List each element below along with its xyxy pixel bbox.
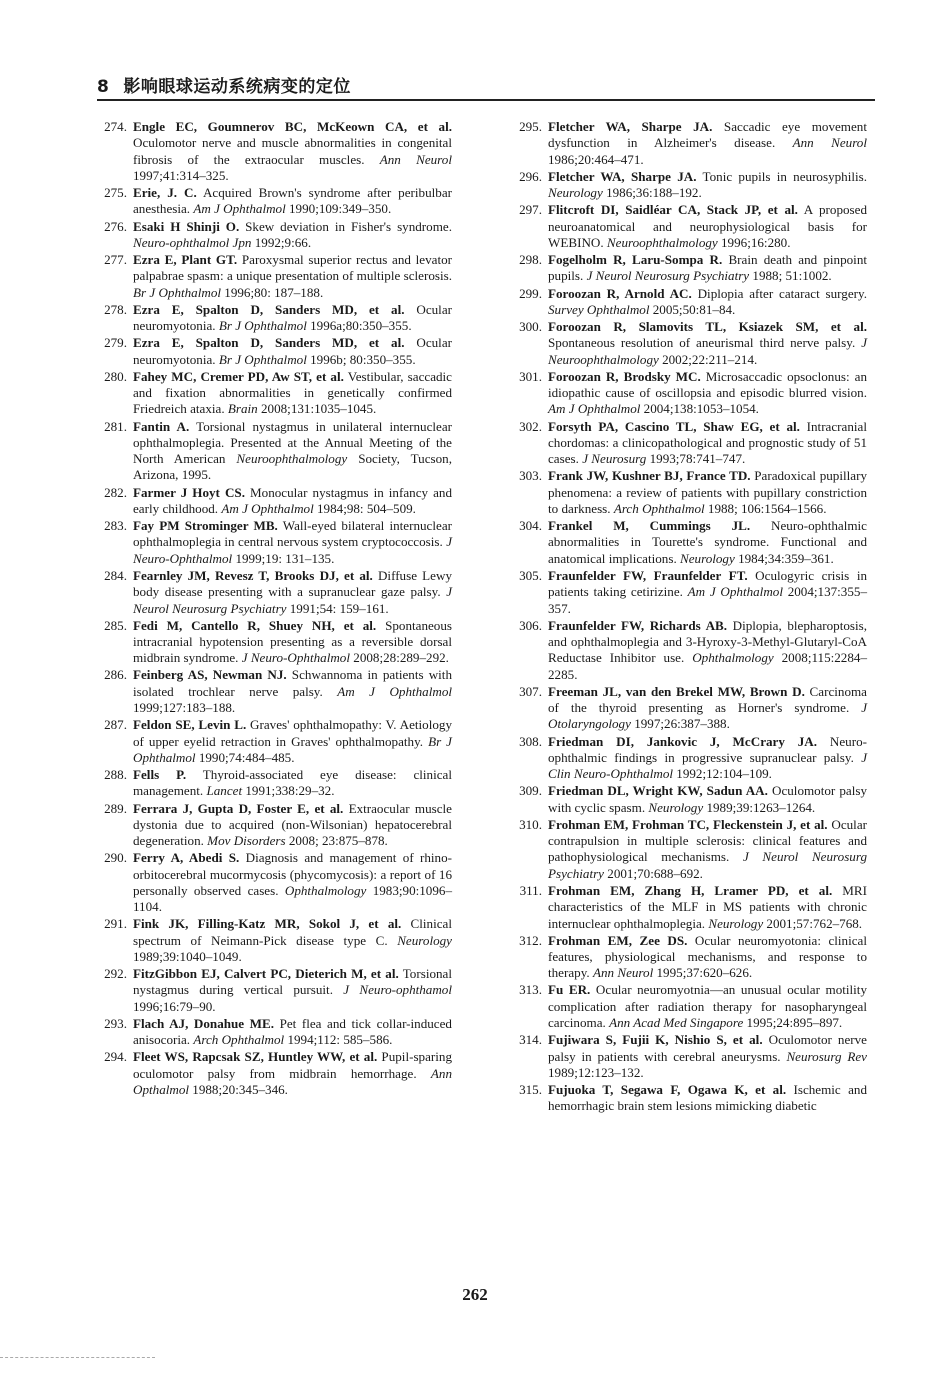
reference-journal: Am J Ophthalmol [687, 584, 783, 600]
reference-entry [512, 319, 867, 368]
reference-citation: 1984;98: 504–509. [313, 500, 416, 516]
reference-number: 311. [519, 882, 542, 898]
reference-journal: Neuroophthalmology [606, 234, 718, 250]
reference-entry [97, 302, 452, 335]
reference-title: Intracranial chordomas: a clinicopathological and prognostic study of 51 cases. [548, 418, 867, 467]
reference-journal: Neurology [680, 550, 735, 566]
reference-title: Spontaneous intracranial hypotension presenting as a reversible dorsal midbrain syndrome. [133, 617, 452, 666]
reference-title: Wall-eyed bilateral internuclear ophthalmoplegia in central nervous system cryptococcosis. [133, 518, 452, 550]
reference-authors: Fearnley JM, Revesz T, Brooks DJ, et al. [133, 567, 373, 583]
reference-authors: Foroozan R, Slamovits TL, Ksiazek SM, et al. [548, 319, 867, 335]
reference-number: 286. [104, 667, 127, 683]
reference-entry [512, 252, 867, 285]
reference-authors: Fedi M, Cantello R, Shuey NH, et al. [133, 617, 377, 633]
reference-title: Ocular neuromyotnia—an unusual ocular motility complication after radiation therapy for nasopharyngeal carcinoma. [548, 982, 867, 1031]
reference-authors: Flach AJ, Donahue ME. [133, 1015, 275, 1031]
reference-citation: 1989;39:1040–1049. [133, 948, 242, 964]
reference-journal: Neuroophthalmology [236, 451, 348, 467]
reference-authors: Ezra E, Spalton D, Sanders MD, et al. [133, 335, 405, 351]
reference-title: Diffuse Lewy body disease presenting with a supranuclear gaze palsy. [133, 567, 452, 600]
reference-title: Ocular neuromyotonia. [133, 301, 452, 334]
reference-title: Diagnosis and management of rhino-orbitocerebral mucormycosis (phycomycosis): a report of 16 personally observed cases. [133, 850, 453, 898]
reference-entry [97, 369, 452, 418]
reference-journal: J Neurol Neurosurg Psychiatry [548, 849, 867, 881]
reference-authors: FitzGibbon EJ, Calvert PC, Dieterich M, et al. [133, 966, 399, 982]
reference-entry [97, 568, 452, 617]
reference-citation: 1992;9:66. [251, 234, 312, 250]
reference-title: Acquired Brown's syndrome after peribulbar anesthesia. [133, 185, 452, 217]
reference-authors: Engle EC, Goumnerov BC, McKeown CA, et al. [133, 119, 452, 134]
reference-authors: Fleet WS, Rapcsak SZ, Huntley WW, et al. [133, 1049, 378, 1065]
reference-number: 280. [104, 368, 127, 384]
reference-citation: 1993;78:741–747. [646, 451, 746, 467]
reference-title: Paroxysmal superior rectus and levator palpabrae spasm: a unique presentation of multiple sclerosis. [133, 252, 452, 284]
reference-column-right [512, 119, 867, 1116]
reference-authors: Ezra E, Plant GT. [133, 252, 238, 268]
reference-entry [512, 169, 867, 202]
reference-entry [97, 1016, 452, 1049]
reference-authors: Frohman EM, Zhang H, Lramer PD, et al. [548, 882, 833, 898]
reference-journal: Ann Neurol [379, 151, 452, 167]
reference-authors: Fahey MC, Cremer PD, Aw ST, et al. [133, 368, 344, 384]
reference-citation: 2008;131:1035–1045. [257, 401, 377, 417]
reference-journal: Arch Ophthalmol [193, 1032, 285, 1048]
reference-citation: 2008;115:2284–2285. [548, 650, 867, 682]
reference-title: Monocular nystagmus in infancy and early childhood. [133, 484, 453, 516]
reference-journal: Survey Ophthalmol [548, 301, 650, 317]
reference-title: Vestibular, saccadic and fixation abnormalities in genetically confirmed Friedreich ataxia. [133, 368, 452, 417]
reference-number: 307. [519, 683, 542, 699]
reference-number: 303. [519, 468, 542, 484]
reference-number: 304. [519, 518, 542, 534]
reference-citation: 1984;34:359–361. [734, 550, 834, 566]
reference-authors: Frohman EM, Frohman TC, Fleckenstein J, et al. [548, 816, 828, 832]
reference-authors: Feldon SE, Levin L. [133, 717, 247, 733]
reference-column-left [97, 119, 452, 1099]
reference-authors: Friedman DI, Jankovic J, McCrary JA. [548, 733, 818, 749]
reference-entry [512, 883, 867, 932]
reference-entry [97, 801, 452, 850]
reference-number: 297. [519, 202, 542, 218]
reference-authors: Fells P. [133, 767, 187, 783]
reference-title: Clinical spectrum of Neimann-Pick disease type C. [133, 916, 452, 948]
reference-number: 285. [104, 617, 127, 633]
reference-journal: Ophthalmology [284, 882, 367, 898]
reference-journal: Neurology [548, 185, 603, 201]
reference-title: Carcinoma of the thyroid presenting as Horner's syndrome. [548, 683, 867, 716]
reference-number: 299. [519, 285, 542, 301]
reference-authors: Flitcroft DI, Saidléar CA, Stack JP, et al. [548, 202, 798, 218]
reference-entry [97, 717, 452, 766]
reference-journal: Brain [227, 401, 258, 417]
reference-citation: 1996b; 80:350–355. [306, 351, 416, 367]
reference-citation: 2004;137:355–357. [548, 584, 867, 616]
reference-citation: 1990;74:484–485. [195, 749, 295, 765]
reference-number: 276. [104, 218, 127, 234]
reference-number: 288. [104, 767, 127, 783]
reference-title: Pet flea and tick collar-induced anisocoria. [133, 1015, 452, 1048]
reference-number: 295. [519, 119, 542, 134]
reference-number: 300. [519, 319, 542, 335]
reference-title: Oculomotor nerve palsy in patients with cerebral aneurysms. [548, 1032, 867, 1064]
reference-entry [512, 419, 867, 468]
reference-entry [512, 783, 867, 816]
reference-authors: Foroozan R, Arnold AC. [548, 285, 692, 301]
reference-citation: 2004;138:1053–1054. [640, 401, 759, 417]
reference-citation: 1988; 51:1002. [749, 268, 832, 284]
reference-journal: J Neuroophthalmology [548, 335, 867, 367]
reference-title: Neuro-ophthalmic findings in progressive supranuclear palsy. [548, 733, 867, 765]
reference-authors: Fink JK, Filling-Katz MR, Sokol J, et al. [133, 916, 402, 932]
reference-authors: Friedman DL, Wright KW, Sadun AA. [548, 783, 768, 799]
reference-entry [512, 568, 867, 617]
reference-title: Graves' ophthalmopathy: V. Aetiology of upper eyelid retraction in Graves' ophthalmopathy. [133, 717, 452, 749]
reference-journal: J Neurosurg [582, 451, 647, 467]
reference-title: Oculomotor palsy with cyclic spasm. [548, 783, 867, 815]
reference-citation: 1999;19: 131–135. [232, 550, 335, 566]
reference-entry [512, 286, 867, 319]
reference-authors: Fay PM Strominger MB. [133, 518, 278, 534]
reference-entry [512, 618, 867, 683]
reference-title: Spontaneous resolution of aneurismal third nerve palsy. [548, 335, 862, 351]
reference-title: Oculogyric crisis in patients taking cetirizine. [548, 567, 867, 600]
reference-number: 290. [104, 850, 127, 866]
reference-journal: Neurology [397, 932, 452, 948]
reference-title: Diplopia after cataract surgery. [691, 285, 867, 301]
reference-citation: 1996a;80:350–355. [306, 318, 412, 334]
reference-journal: Mov Disorders [207, 833, 286, 849]
reference-number: 282. [104, 484, 127, 500]
reference-journal: Ann Acad Med Singapore [609, 1015, 744, 1031]
reference-citation: 1990;109:349–350. [285, 201, 392, 217]
reference-entry [97, 850, 452, 915]
reference-number: 283. [104, 518, 127, 534]
reference-authors: Ezra E, Spalton D, Sanders MD, et al. [133, 301, 405, 317]
reference-title: Pupil-sparing oculomotor palsy from midbrain hemorrhage. [133, 1049, 452, 1081]
reference-authors: Fantin A. [133, 418, 190, 434]
reference-title: Brain death and pinpoint pupils. [548, 252, 868, 284]
reference-number: 278. [104, 301, 127, 317]
reference-title: Schwannoma in patients with isolated trochlear nerve palsy. [133, 667, 452, 699]
reference-title: Torsional nystagmus during vertical pursuit. [133, 966, 452, 998]
reference-number: 296. [519, 168, 542, 184]
reference-journal: J Neurol Neurosurg Psychiatry [133, 584, 452, 616]
reference-authors: Fu ER. [548, 982, 591, 998]
reference-journal: Ann Opthalmol [133, 1065, 452, 1098]
reference-citation: 1989;12:123–132. [548, 1064, 644, 1080]
reference-number: 279. [104, 335, 127, 351]
reference-number: 274. [104, 119, 127, 134]
reference-entry [97, 966, 452, 1015]
reference-authors: Fujiwara S, Fujii K, Nishio S, et al. [548, 1032, 763, 1048]
reference-authors: Freeman JL, van den Brekel MW, Brown D. [548, 683, 805, 699]
page-number: 262 [462, 1285, 488, 1304]
reference-number: 308. [519, 733, 542, 749]
reference-entry [97, 916, 452, 965]
reference-title: Saccadic eye movement dysfunction in Alzheimer's disease. [548, 119, 867, 151]
reference-citation: 2005;50:81–84. [649, 301, 736, 317]
reference-journal: Neurology [648, 799, 704, 815]
reference-number: 277. [104, 252, 127, 268]
reference-number: 301. [519, 368, 542, 384]
reference-journal: Neuro-ophthalmol Jpn [133, 234, 252, 250]
reference-title: Neuro-ophthalmic abnormalities in Tourette's syndrome. Functional and anatomical implications. [548, 518, 867, 566]
reference-citation: 1991;54: 159–161. [286, 600, 389, 616]
reference-entry [97, 518, 452, 567]
reference-entry [97, 119, 452, 184]
reference-citation: 2008; 23:875–878. [285, 833, 388, 849]
reference-citation: 2008;28:289–292. [350, 650, 449, 666]
reference-authors: Fogelholm R, Laru-Sompa R. [548, 252, 723, 268]
reference-entry [97, 419, 452, 484]
reference-entry [512, 982, 867, 1031]
reference-number: 293. [104, 1015, 127, 1031]
reference-number: 310. [519, 816, 542, 832]
reference-title: Thyroid-associated eye disease: clinical management. [133, 767, 452, 799]
reference-entry [97, 667, 452, 716]
reference-title: Diplopia, blepharoptosis, and ophthalmoplegia and 3-Hyroxy-3-Methyl-Glutaryl-CoA Reductase Inhibitor use. [548, 617, 867, 666]
reference-journal: Neurology [708, 915, 764, 931]
reference-entry [97, 252, 452, 301]
reference-title: MRI characteristics of the MLF in MS patients with chronic internuclear ophthalmoplegia. [548, 882, 867, 931]
reference-authors: Fletcher WA, Sharpe JA. [548, 168, 697, 184]
reference-authors: Erie, J. C. [133, 185, 197, 201]
reference-authors: Frohman EM, Zee DS. [548, 932, 688, 948]
reference-number: 294. [104, 1049, 127, 1065]
reference-number: 315. [519, 1082, 542, 1098]
reference-authors: Frankel M, Cummings JL. [548, 518, 751, 534]
reference-citation: 2002;22:211–214. [658, 351, 758, 367]
reference-citation: 1991;338:29–32. [242, 783, 335, 799]
reference-entry [97, 767, 452, 800]
reference-journal: J Neuro-Ophthalmol [133, 534, 452, 566]
reference-entry [97, 1049, 452, 1098]
reference-entry [512, 369, 867, 418]
reference-entry [512, 468, 867, 517]
reference-entry [512, 1082, 867, 1115]
reference-entry [512, 817, 867, 882]
reference-title: Ocular contrapulsion in multiple sclerosis: clinical features and pathophysiological mechanisms. [548, 816, 867, 865]
reference-entry [97, 219, 452, 252]
reference-citation: 1988; 106:1564–1566. [704, 500, 827, 516]
reference-citation: 1989;39:1263–1264. [703, 799, 816, 815]
chapter-number: 8 [97, 77, 110, 97]
reference-number: 298. [519, 252, 542, 268]
reference-number: 287. [104, 717, 127, 733]
reference-number: 289. [104, 800, 127, 816]
reference-journal: Ophthalmology [692, 650, 774, 666]
header-rule [97, 99, 875, 101]
reference-journal: Arch Ophthalmol [613, 500, 705, 516]
reference-citation: 1988;20:345–346. [189, 1082, 288, 1098]
reference-citation: 1994;112: 585–586. [284, 1032, 393, 1048]
reference-citation: 1996;16:280. [717, 234, 791, 250]
reference-journal: Ann Neurol [592, 965, 654, 981]
reference-number: 309. [519, 783, 542, 799]
chapter-title: 影响眼球运动系统病变的定位 [123, 77, 351, 97]
reference-authors: Fletcher WA, Sharpe JA. [548, 119, 713, 134]
reference-citation: 1986;20:464–471. [548, 151, 644, 167]
reference-journal: J Neuro-ophthamol [343, 982, 452, 998]
reference-entry [97, 335, 452, 368]
reference-citation: 1995;37:620–626. [653, 965, 753, 981]
reference-entry [512, 119, 867, 168]
reference-citation: 1996;16:79–90. [133, 998, 216, 1014]
reference-authors: Esaki H Shinji O. [133, 218, 240, 234]
reference-authors: Feinberg AS, Newman NJ. [133, 667, 287, 683]
reference-number: 306. [519, 617, 542, 633]
reference-journal: J Neurol Neurosurg Psychiatry [586, 268, 750, 284]
reference-title: Paradoxical pupillary phenomena: a review of patients with pupillary constriction to darkness. [548, 468, 867, 516]
reference-journal: J Clin Neuro-Ophthalmol [548, 749, 867, 782]
reference-number: 313. [519, 982, 542, 998]
reference-number: 312. [519, 932, 542, 948]
reference-journal: Am J Ophthalmol [548, 401, 641, 417]
reference-authors: Fraunfelder FW, Fraunfelder FT. [548, 567, 748, 583]
reference-title: Extraocular muscle dystonia due to acquired (non-Wilsonian) hepatocerebral degeneration. [133, 800, 452, 849]
reference-number: 314. [519, 1032, 542, 1048]
reference-number: 275. [104, 185, 127, 201]
reference-number: 284. [104, 567, 127, 583]
reference-entry [97, 185, 452, 218]
reference-citation: 1992;12:104–109. [673, 766, 772, 782]
reference-journal: Br J Ophthalmol [133, 284, 222, 300]
reference-title: Ischemic and hemorrhagic brain stem lesions mimicking diabetic [548, 1082, 867, 1114]
reference-authors: Farmer J Hoyt CS. [133, 484, 245, 500]
reference-journal: Am J Ophthalmol [337, 683, 453, 699]
reference-title: Ocular neuromyotonia. [133, 335, 452, 367]
reference-authors: Ferrara J, Gupta D, Foster E, et al. [133, 800, 344, 816]
reference-authors: Ferry A, Abedi S. [133, 850, 240, 866]
reference-number: 281. [104, 418, 127, 434]
reference-title: A proposed neuroanatomical and neurophysiological basis for WEBINO. [548, 202, 868, 250]
reference-journal: Br J Ophthalmol [133, 733, 452, 765]
reference-entry [97, 485, 452, 518]
reference-authors: Fraunfelder FW, Richards AB. [548, 617, 728, 633]
reference-journal: J Otolaryngology [548, 700, 867, 732]
reference-entry [512, 1032, 867, 1081]
reference-journal: Br J Ophthalmol [218, 318, 307, 334]
reference-entry [512, 202, 867, 251]
reference-authors: Frank JW, Kushner BJ, France TD. [548, 468, 751, 484]
reference-journal: Am J Ophthalmol [221, 500, 314, 516]
reference-citation: 1995;24:895–897. [743, 1015, 843, 1031]
reference-entry [512, 518, 867, 567]
reference-authors: Foroozan R, Brodsky MC. [548, 368, 701, 384]
reference-authors: Fujuoka T, Segawa F, Ogawa K, et al. [548, 1082, 787, 1098]
reference-number: 302. [519, 418, 542, 434]
running-header [97, 72, 351, 97]
reference-citation: 2001;70:688–692. [604, 865, 703, 881]
reference-entry [512, 933, 867, 982]
reference-citation: 2001;57:762–768. [763, 915, 863, 931]
reference-citation: 1997;26:387–388. [630, 716, 730, 732]
reference-title: Skew deviation in Fisher's syndrome. [239, 218, 452, 234]
reference-title: Torsional nystagmus in unilateral internuclear ophthalmoplegia. Presented at the Annual Meeting of the North American [133, 418, 452, 467]
reference-entry [512, 734, 867, 783]
reference-journal: Br J Ophthalmol [218, 351, 307, 367]
reference-citation: Society, Tucson, Arizona, 1995. [133, 451, 452, 483]
reference-journal: Neurosurg Rev [786, 1048, 867, 1064]
reference-title: Oculomotor nerve and muscle abnormalities in congenital fibrosis of the extraocular muscles. [133, 135, 452, 167]
reference-journal: Am J Ophthalmol [193, 201, 286, 217]
reference-authors: Forsyth PA, Cascino TL, Shaw EG, et al. [548, 418, 800, 434]
reference-journal: J Neuro-Ophthalmol [241, 650, 350, 666]
reference-citation: 1997;41:314–325. [133, 167, 229, 183]
reference-journal: Lancet [206, 783, 243, 799]
reference-number: 292. [104, 966, 127, 982]
reference-entry [97, 618, 452, 667]
reference-citation: 1999;127:183–188. [133, 700, 236, 716]
reference-citation: 1983;90:1096–1104. [133, 882, 452, 915]
reference-number: 305. [519, 567, 542, 583]
reference-number: 291. [104, 916, 127, 932]
reference-journal: Ann Neurol [792, 135, 867, 151]
reference-title: Tonic pupils in neurosyphilis. [696, 168, 867, 184]
footer-mark [0, 1357, 155, 1358]
reference-entry [512, 684, 867, 733]
reference-title: Microsaccadic opsoclonus: an idiopathic cause of oscillopsia and episodic blurred vision. [548, 368, 867, 401]
reference-citation: 1986;36:188–192. [602, 185, 702, 201]
reference-title: Ocular neuromyotonia: clinical features, physiological mechanisms, and response to therapy. [548, 932, 867, 981]
reference-citation: 1996;80: 187–188. [221, 284, 324, 300]
